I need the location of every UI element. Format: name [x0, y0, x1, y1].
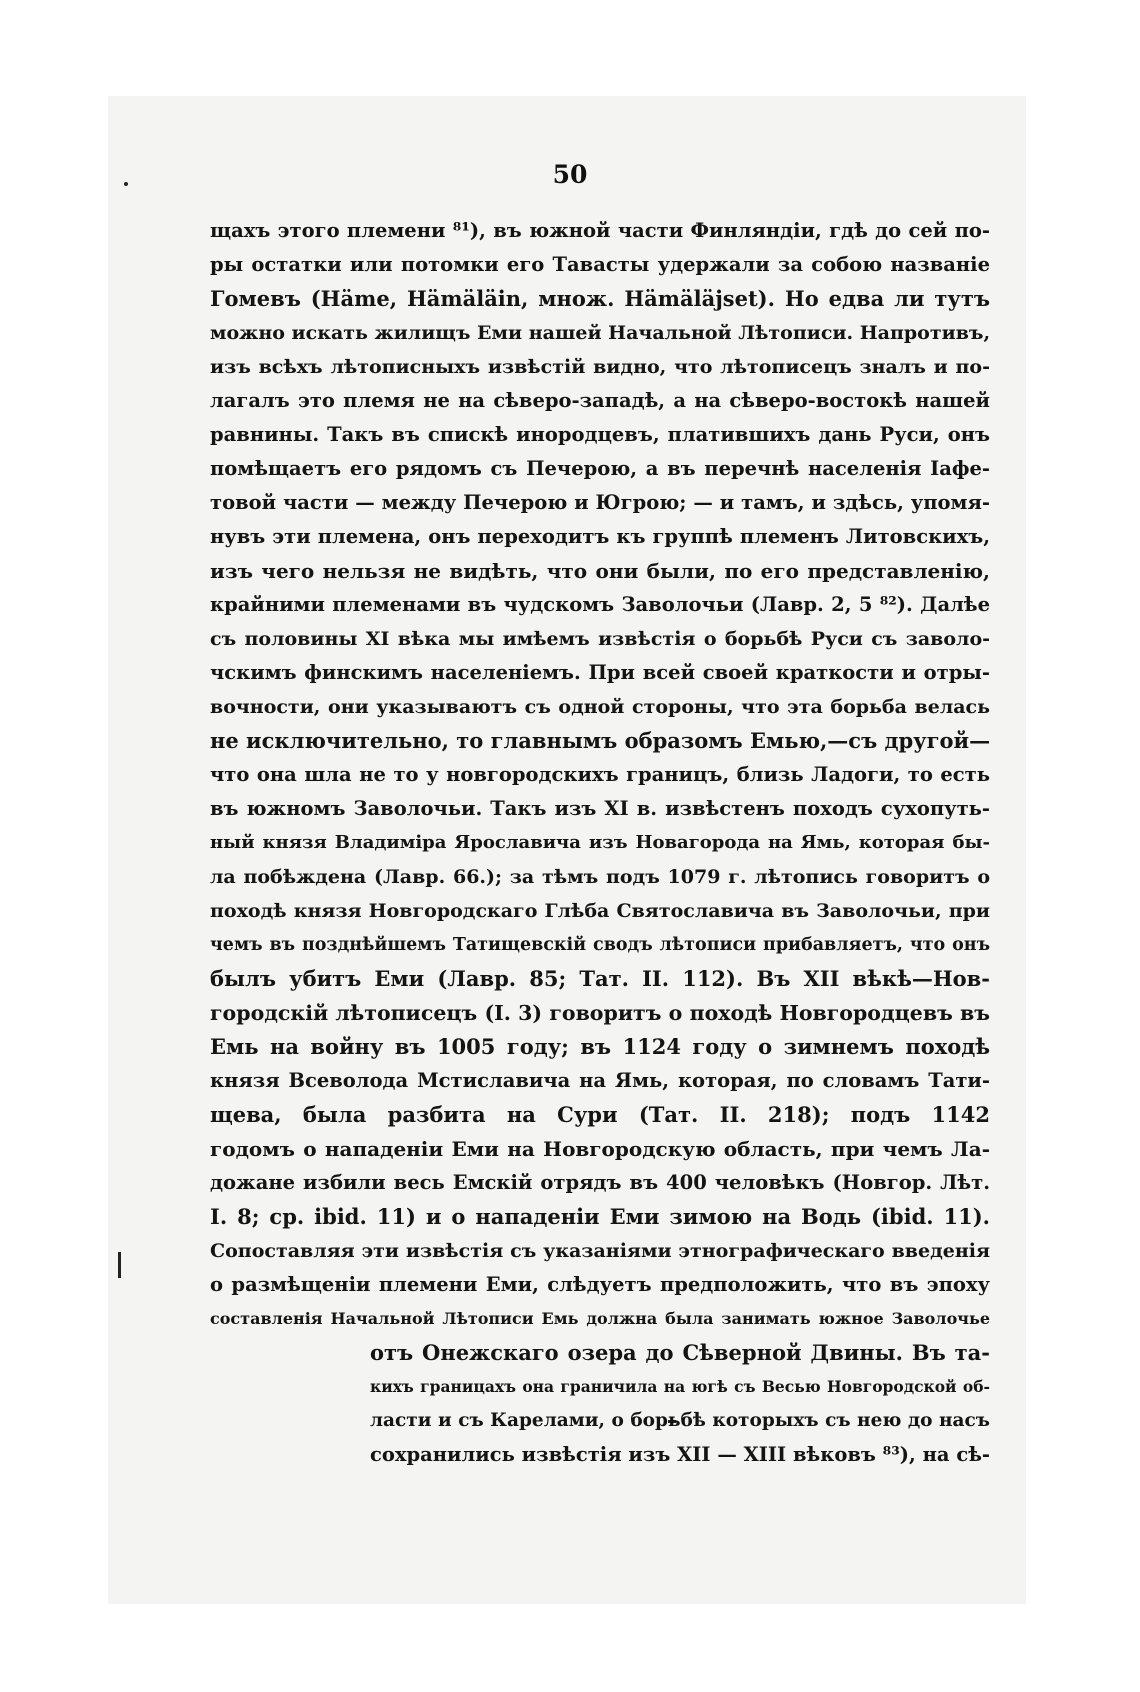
text-line: нувъ эти племена, онъ переходитъ къ группѣ племенъ Литовскихъ,	[210, 525, 990, 548]
text-line: дожане избили весь Емскій отрядъ въ 400 человѣкъ (Новгор. Лѣт.	[210, 1171, 990, 1194]
text-line: ный князя Владиміра Ярославича изъ Новагорода на Ямь, которая бы-	[210, 832, 990, 853]
text-line: равнины. Такъ въ спискѣ инородцевъ, платившихъ дань Руси, онъ	[210, 423, 990, 446]
text-line: сохранились извѣстія изъ XII — XIII вѣковъ ⁸³), на сѣ-	[370, 1443, 990, 1466]
text-line: щахъ этого племени ⁸¹), въ южной части Финляндіи, гдѣ до сей по-	[210, 219, 990, 242]
text-line: что она шла не то у новгородскихъ границъ, близь Ладоги, то есть	[210, 763, 990, 786]
text-line: князя Всеволода Мстиславича на Ямь, которая, по словамъ Тати-	[210, 1069, 990, 1092]
text-line: съ половины XI вѣка мы имѣемъ извѣстія о борьбѣ Руси съ заволо-	[210, 628, 990, 650]
text-line: щева, была разбита на Сури (Тат. II. 218); подъ 1142	[210, 1102, 990, 1127]
text-line: чскимъ финскимъ населеніемъ. При всей своей краткости и отры-	[210, 661, 990, 684]
text-line: отъ Онежскаго озера до Сѣверной Двины. Въ та-	[370, 1340, 990, 1365]
text-line: ласти и съ Карелами, о борьбѣ которыхъ съ нею до насъ	[370, 1410, 990, 1431]
text-line: Емь на войну въ 1005 году; въ 1124 году о зимнемъ походѣ	[210, 1034, 990, 1059]
text-line: лагалъ это племя не на сѣверо-западѣ, а на сѣверо-востокѣ нашей	[210, 389, 990, 412]
text-line: изъ чего нельзя не видѣть, что они были, по его представленію,	[210, 559, 990, 583]
text-line: изъ всѣхъ лѣтописныхъ извѣстій видно, что лѣтописецъ зналъ и по-	[210, 356, 990, 378]
text-line: чемъ въ позднѣйшемъ Татищевскій сводъ лѣтописи прибавляетъ, что онъ	[210, 935, 990, 955]
text-line: можно искать жилищъ Еми нашей Начальной Лѣтописи. Напротивъ,	[210, 322, 990, 344]
text-line: Сопоставляя эти извѣстія съ указаніями этнографическаго введенія	[210, 1240, 990, 1262]
body-text	[210, 214, 990, 1472]
text-line: составленія Начальной Лѣтописи Емь должна была занимать южное Заволочье	[210, 1309, 990, 1328]
text-line: кихъ границахъ она граничила на югѣ съ Весью Новгородской об-	[370, 1377, 990, 1396]
text-line: товой части — между Печерою и Югрою; — и тамъ, и здѣсь, упомя-	[210, 491, 990, 514]
text-line: I. 8; ср. ibid. 11) и о нападеніи Еми зимою на Водь (ibid. 11).	[210, 1204, 990, 1229]
text-line: не исключительно, то главнымъ образомъ Емью,—съ другой—	[210, 728, 990, 753]
text-line: Гомевъ (Häme, Hämäläin, множ. Hämäläjset). Но едва ли тутъ	[210, 286, 990, 311]
page-number: 50	[552, 160, 588, 189]
ink-mark	[118, 1252, 121, 1278]
text-line: крайними племенами въ чудскомъ Заволочьи (Лавр. 2, 5 ⁸²). Далѣе	[210, 593, 990, 616]
text-line: городскій лѣтописецъ (I. 3) говоритъ о походѣ Новгородцевъ въ	[210, 1001, 990, 1025]
text-line: о размѣщеніи племени Еми, слѣдуетъ предположить, что въ эпоху	[210, 1273, 990, 1296]
text-line: ры остатки или потомки его Тавасты удержали за собою названіе	[210, 253, 990, 276]
text-line: ла побѣждена (Лавр. 66.); за тѣмъ подъ 1079 г. лѣтопись говоритъ о	[210, 866, 990, 888]
text-line: годомъ о нападеніи Еми на Новгородскую область, при чемъ Ла-	[210, 1137, 990, 1161]
text-line: былъ убитъ Еми (Лавр. 85; Тат. II. 112). Въ XII вѣкѣ—Нов-	[210, 966, 990, 991]
text-line: вочности, они указываютъ съ одной стороны, что эта борьба велась	[210, 696, 990, 718]
text-line: въ южномъ Заволочьи. Такъ изъ XI в. извѣстенъ походъ сухопуть-	[210, 797, 990, 820]
text-line: походѣ князя Новгородскаго Глѣба Святославича въ Заволочьи, при	[210, 900, 990, 922]
text-line: помѣщаетъ его рядомъ съ Печерою, а въ перечнѣ населенія Іафе-	[210, 457, 990, 480]
